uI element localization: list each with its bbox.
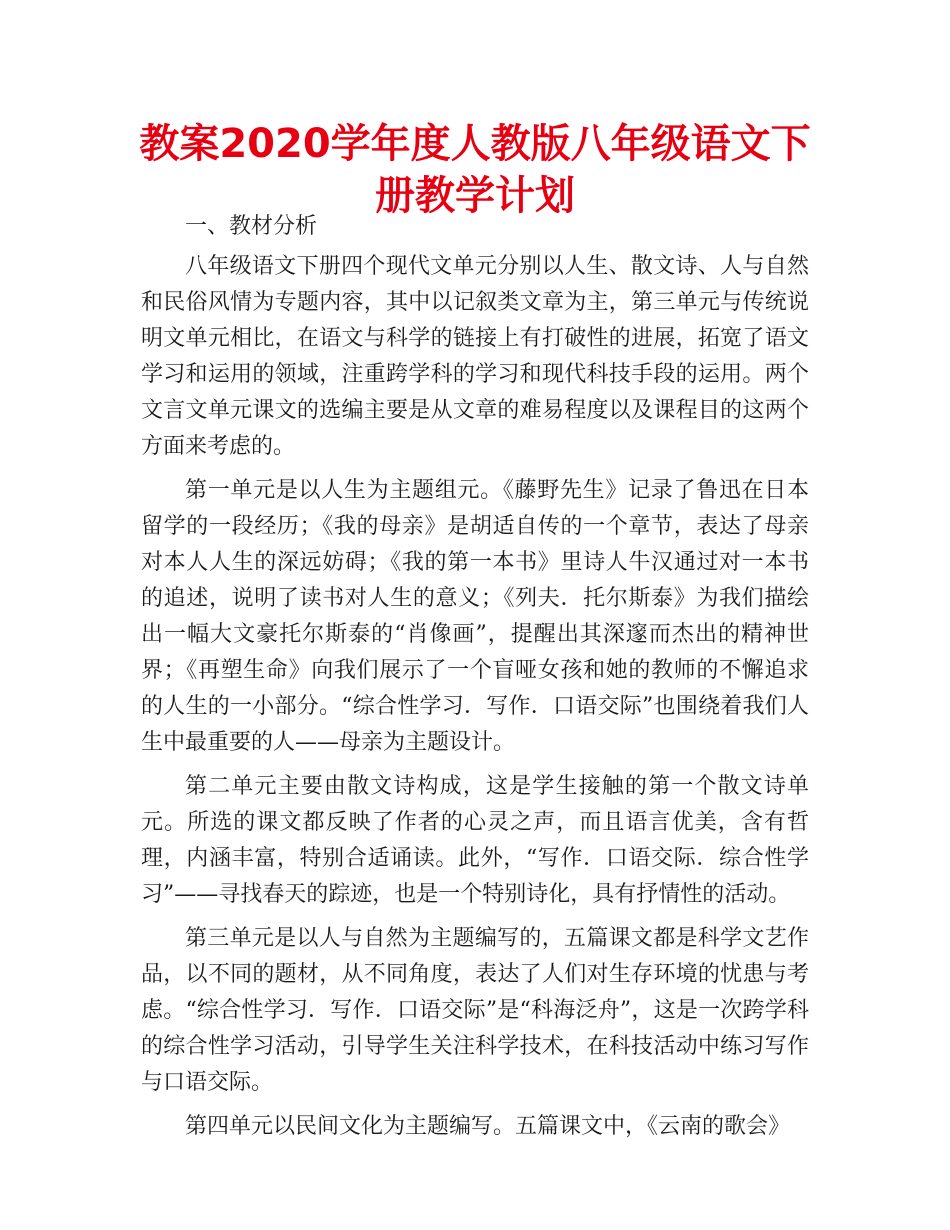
document-title: 教案2020学年度人教版八年级语文下册教学计划 [139, 121, 811, 219]
section-heading: 一、教材分析 [185, 214, 318, 239]
paragraph-unit-two: 第二单元主要由散文诗构成，这是学生接触的第一个散文诗单元。所选的课文都反映了作者的心灵之声，而且语言优美，含有哲理，内涵丰富，特别合适诵读。此外，“写作．口语交际．综合性学习”——寻找春天的踪迹，也是一个特别诗化，具有抒情性的活动。 [141, 774, 809, 907]
document-body [141, 209, 809, 1153]
paragraph-overview: 八年级语文下册四个现代文单元分别以人生、散文诗、人与自然和民俗风情为专题内容，其中以记叙类文章为主，第三单元与传统说明文单元相比，在语文与科学的链接上有打破性的进展，拓宽了语文学习和运用的领域，注重跨学科的学习和现代科技手段的运用。两个文言文单元课文的选编主要是从文章的难易程度以及课程目的这两个方面来考虑的。 [141, 254, 809, 459]
paragraph-unit-one: 第一单元是以人生为主题组元。《藤野先生》记录了鲁迅在日本留学的一段经历；《我的母亲》是胡适自传的一个章节，表达了母亲对本人人生的深远妨碍；《我的第一本书》里诗人牛汉通过对一本书的追述，说明了读书对人生的意义；《列夫．托尔斯泰》为我们描绘出一幅大文豪托尔斯泰的“肖像画”，提醒出其深邃而杰出的精神世界；《再塑生命》向我们展示了一个盲哑女孩和她的教师的不懈追求的人生的一小部分。“综合性学习．写作．口语交际”也围绕着我们人生中最重要的人——母亲为主题设计。 [141, 478, 809, 755]
paragraph-unit-four: 第四单元以民间文化为主题编写。五篇课文中，《云南的歌会》 [185, 1114, 791, 1139]
paragraph-unit-three: 第三单元是以人与自然为主题编写的，五篇课文都是科学文艺作品，以不同的题材，从不同角度，表达了人们对生存环境的忧患与考虑。“综合性学习．写作．口语交际”是“科海泛舟”，这是一次跨学科的综合性学习活动，引导学生关注科学技术，在科技活动中练习写作与口语交际。 [141, 926, 809, 1095]
